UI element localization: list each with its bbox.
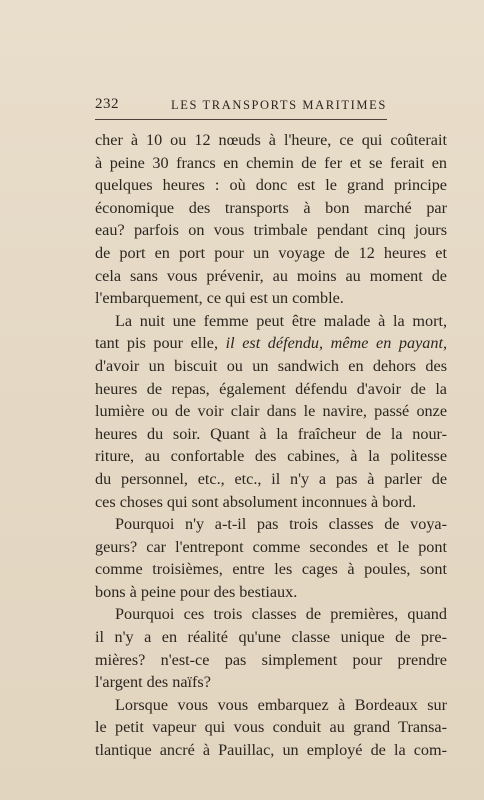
text-line	[95, 242, 447, 265]
text-line	[95, 423, 447, 446]
text-line-content: cher à 10 ou 12 nœuds à l'heure, ce qui coûterait	[95, 131, 447, 149]
text-line	[95, 400, 447, 423]
text-line-content: l'argent des naïfs?	[95, 673, 211, 692]
text-line-content: cela sans vous prévenir, au moins au moment de	[95, 266, 447, 285]
text-line	[95, 310, 447, 333]
text-line-content: l'embarquement, ce qui est un comble.	[95, 289, 344, 308]
running-title: LES TRANSPORTS MARITIMES	[171, 98, 387, 112]
text-line	[95, 603, 447, 626]
text-line	[95, 355, 447, 378]
text-line-content: heures du soir. Quant à la fraîcheur de la nour-	[95, 424, 447, 443]
text-line-content: le petit vapeur qui vous conduit au grand Transa-	[95, 718, 447, 737]
running-head	[95, 93, 387, 120]
text-line-content: il n'y a en réalité qu'une classe unique de pre-	[95, 628, 447, 647]
text-line	[95, 491, 447, 514]
text-line-content: à peine 30 francs en chemin de fer et se ferait en	[95, 153, 447, 172]
text-line	[95, 694, 447, 717]
text-line	[95, 513, 447, 536]
text-line	[95, 378, 447, 401]
text-line-content: du personnel, etc., etc., il n'y a pas à parler de	[95, 469, 447, 488]
text-line-content: geurs? car l'entrepont comme secondes et le pont	[95, 537, 447, 556]
text-line	[95, 445, 447, 468]
text-line	[95, 287, 447, 310]
text-line	[95, 219, 447, 242]
text-line-content: tlantique ancré à Pauillac, un employé de la com-	[95, 741, 447, 760]
text-line-content: ces choses qui sont absolument inconnues à bord.	[95, 492, 416, 511]
text-line-content: tant pis pour elle,	[95, 334, 226, 353]
text-line-content: d'avoir un biscuit ou un sandwich en dehors des	[95, 356, 447, 375]
text-line	[95, 536, 447, 559]
text-line	[95, 739, 447, 762]
text-line	[95, 626, 447, 649]
text-line	[95, 581, 447, 604]
text-line-content: quelques heures : où donc est le grand principe	[95, 176, 447, 195]
text-line-content: Pourquoi ces trois classes de premières, quand	[115, 605, 447, 624]
text-line	[95, 332, 447, 355]
text-line	[95, 129, 447, 152]
text-line	[95, 152, 447, 175]
text-line-content: eau? parfois on vous trimbale pendant cinq jours	[95, 221, 447, 240]
text-line	[95, 197, 447, 220]
text-line-content: riture, au confortable des cabines, à la politesse	[95, 447, 447, 466]
text-line-content: heures de repas, également défendu d'avoir de la	[95, 379, 447, 398]
text-line-content: de port en port pour un voyage de 12 heures et	[95, 243, 447, 262]
text-line-content: économique des transports à bon marché par	[95, 198, 447, 217]
italic-phrase: il est défendu, même en payant,	[225, 334, 447, 353]
text-line	[95, 671, 447, 694]
text-line	[95, 649, 447, 672]
text-line	[95, 468, 447, 491]
text-line-content: lumière ou de voir clair dans le navire, passé onze	[95, 402, 447, 421]
text-line-content: Lorsque vous vous embarquez à Bordeaux sur	[115, 695, 447, 714]
text-line	[95, 265, 447, 288]
text-line	[95, 558, 447, 581]
body-text	[95, 129, 447, 762]
text-line-content: La nuit une femme peut être malade à la mort,	[115, 311, 447, 330]
text-line	[95, 174, 447, 197]
text-line-content: Pourquoi n'y a-t-il pas trois classes de voya-	[115, 515, 447, 534]
text-line	[95, 716, 447, 739]
page-number: 232	[95, 96, 119, 112]
text-line-content: bons à peine pour des bestiaux.	[95, 582, 298, 601]
text-line-content: mières? n'est-ce pas simplement pour prendre	[95, 650, 447, 669]
text-line-content: comme troisièmes, entre les cages à poules, sont	[95, 560, 447, 579]
